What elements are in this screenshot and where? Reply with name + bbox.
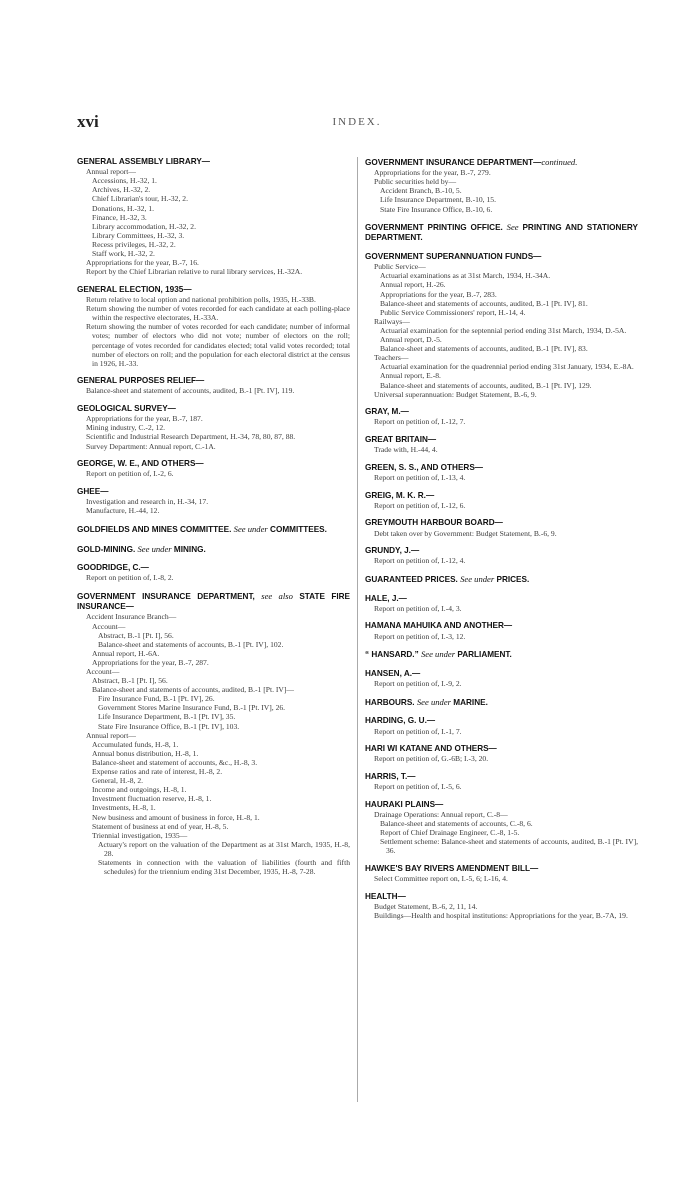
entry-subline: Accumulated funds, H.-8, 1. [92, 739, 179, 749]
index-entry [365, 892, 638, 920]
cross-reference: See under [137, 543, 172, 554]
index-entry [365, 252, 638, 399]
heading-text: GREYMOUTH HARBOUR BOARD— [365, 518, 503, 528]
entry-subline: Finance, H.-32, 3. [92, 212, 147, 222]
entry-subline: Statement of business at end of year, H.-8, 5. [92, 821, 229, 831]
entry-subline: Report on petition of, G.-6B; I.-3, 20. [374, 754, 489, 764]
index-entry [365, 435, 638, 454]
entry-subline: Fire Insurance Fund, B.-1 [Pt. IV], 26. [98, 694, 215, 704]
entry-heading [365, 491, 638, 501]
entry-subline: Appropriations for the year, B.-7, 16. [86, 258, 199, 268]
entry-subline: Statements in connection with the valuation of liabilities (fourth and fifth schedules) for the triennium ending 31st December, 1935, H.-8, 7-28. [98, 857, 350, 877]
entry-heading [365, 649, 638, 660]
entry-heading [365, 222, 638, 243]
heading-text: GRUNDY, J.— [365, 546, 420, 556]
continued-note: continued. [541, 157, 578, 167]
entry-subline: Abstract, B.-1 [Pt. I], 56. [98, 630, 174, 640]
entry-heading [77, 157, 350, 167]
heading-tail: PRICES. [496, 574, 530, 584]
index-entry [77, 591, 350, 876]
entry-subline: Balance-sheet and statements of accounts, audited, B.-1 [Pt. IV], 129. [380, 380, 592, 390]
entry-subline: Actuarial examinations as at 31st March, 1934, H.-34A. [380, 271, 551, 281]
entry-subline: Buildings—Health and hospital institutions: Appropriations for the year, B.-7A, 19. [374, 911, 628, 921]
index-entry [77, 376, 350, 395]
heading-text: GHEE— [77, 486, 109, 496]
entry-subline: Select Committee report on, I.-5, 6; I.-16, 4. [374, 874, 508, 884]
index-entry [77, 404, 350, 451]
entry-subline: Report on petition of, I.-2, 6. [86, 469, 174, 479]
entry-heading [365, 744, 638, 754]
heading-text: GENERAL PURPOSES RELIEF— [77, 376, 205, 386]
cross-reference: See under [420, 649, 456, 660]
heading-text: GEORGE, W. E., AND OTHERS— [77, 459, 204, 469]
entry-subline: Report on petition of, I.-12, 4. [374, 556, 466, 566]
entry-subline: Accessions, H.-32, 1. [92, 176, 157, 186]
index-entry [365, 744, 638, 763]
entry-subline: Appropriations for the year, B.-7, 279. [374, 168, 491, 178]
entry-subline: State Fire Insurance Office, B.-10, 6. [380, 204, 493, 214]
entry-heading [365, 252, 638, 262]
entry-subline: Life Insurance Department, B.-10, 15. [380, 195, 496, 205]
index-entry [77, 544, 350, 555]
entry-subline: Account— [92, 621, 126, 631]
page-number: xvi [77, 112, 99, 131]
entry-heading [365, 864, 638, 874]
heading-text: HALE, J.— [365, 593, 407, 603]
entry-subline: Government Stores Marine Insurance Fund, B.-1 [Pt. IV], 26. [98, 703, 286, 713]
entry-heading [365, 772, 638, 782]
index-entry [77, 459, 350, 478]
entry-subline: Balance-sheet and statements of accounts, audited, B.-1 [Pt. IV], 83. [380, 344, 588, 354]
entry-subline: Report of Chief Drainage Engineer, C.-8, 1-5. [380, 828, 520, 838]
cross-reference: See under [233, 523, 268, 534]
entry-subline: Annual bonus distribution, H.-8, 1. [92, 748, 199, 758]
heading-text: GOODRIDGE, C.— [77, 563, 149, 573]
index-entry [365, 546, 638, 565]
entry-subline: Abstract, B.-1 [Pt. I], 56. [92, 676, 168, 686]
entry-heading [77, 544, 350, 555]
entry-heading [77, 404, 350, 414]
heading-tail: COMMITTEES. [270, 524, 327, 534]
entry-subline: Public Service— [374, 262, 426, 272]
entry-subline: Actuarial examination for the septennial period ending 31st March, 1934, D.-5A. [380, 325, 627, 335]
entry-subline: Appropriations for the year, B.-7, 283. [380, 289, 497, 299]
index-entry [365, 518, 638, 537]
entry-subline: Public securities held by— [374, 177, 457, 187]
heading-tail: PRINTING AND STATIONERY DEPARTMENT. [365, 223, 638, 243]
heading-text: GREIG, M. K. R.— [365, 490, 435, 500]
heading-tail: MARINE. [453, 697, 488, 707]
entry-subline: Mining industry, C.-2, 12. [86, 423, 166, 433]
entry-subline: Annual report, H.-26. [380, 280, 446, 290]
entry-subline: Return showing the number of votes recorded for each candidate; number of informal votes; number of electors who did not vote; number of electors on the roll; percentage of votes recorded for candidates elected; total valid votes recorded; total number of electors on roll; and the population for each electoral district at the census in 1926, H.-33. [86, 322, 350, 368]
heading-text: HEALTH— [365, 891, 406, 901]
page-header [77, 112, 637, 132]
entry-subline: Report on petition of, I.-5, 6. [374, 782, 462, 792]
entry-subline: Public Service Commissioners' report, H.-14, 4. [380, 307, 526, 317]
heading-text: HAURAKI PLAINS— [365, 799, 444, 809]
entry-subline: Balance-sheet and statement of accounts, &c., H.-8, 3. [92, 757, 258, 767]
index-entry [365, 594, 638, 613]
heading-text: HANSEN, A.— [365, 668, 421, 678]
entry-subline: Investment fluctuation reserve, H.-8, 1. [92, 794, 212, 804]
entry-heading [365, 435, 638, 445]
entry-subline: Annual report, D.-5. [380, 335, 442, 345]
entry-heading [365, 621, 638, 631]
index-entry [365, 621, 638, 640]
index-entry [365, 491, 638, 510]
entry-subline: Report on petition of, I.-13, 4. [374, 472, 466, 482]
entry-subline: Archives, H.-32, 2. [92, 185, 151, 195]
entry-subline: Recess privileges, H.-32, 2. [92, 239, 176, 249]
entry-heading [365, 800, 638, 810]
entry-heading [77, 459, 350, 469]
heading-tail: MINING. [173, 544, 206, 554]
entry-subline: Railways— [374, 316, 410, 326]
heading-text: GRAY, M.— [365, 407, 409, 417]
entry-subline: Chief Librarian's tour, H.-32, 2. [92, 194, 188, 204]
heading-text: GREEN, S. S., AND OTHERS— [365, 462, 483, 472]
index-entry [77, 563, 350, 582]
column-divider [357, 157, 358, 1102]
entry-subline: General, H.-8, 2. [92, 776, 144, 786]
entry-subline: New business and amount of business in force, H.-8, 1. [92, 812, 260, 822]
entry-subline: Balance-sheet and statement of accounts, audited, B.-1 [Pt. IV], 119. [86, 386, 295, 396]
entry-subline: Library Committees, H.-32, 3. [92, 230, 185, 240]
index-entry [365, 697, 638, 708]
entry-heading [365, 518, 638, 528]
entry-subline: Annual report, H.-6A. [92, 648, 160, 658]
entry-subline: Annual report, E.-8. [380, 371, 441, 381]
heading-tail: STATE FIRE INSURANCE— [77, 592, 351, 612]
heading-text: GENERAL ELECTION, 1935— [77, 284, 192, 294]
entry-heading [77, 487, 350, 497]
running-title: INDEX. [332, 116, 382, 128]
index-entry [365, 716, 638, 735]
entry-subline: Annual report— [86, 167, 136, 177]
heading-text: HARI WI KATANE AND OTHERS— [365, 744, 497, 754]
entry-subline: Expense ratios and rate of interest, H.-8, 2. [92, 767, 223, 777]
heading-text: GOLD-MINING. [77, 544, 136, 554]
heading-text: GUARANTEED PRICES. [365, 574, 458, 584]
heading-text: GENERAL ASSEMBLY LIBRARY— [77, 157, 210, 166]
heading-text: HARDING, G. U.— [365, 716, 436, 726]
entry-subline: Account— [86, 667, 120, 677]
index-entry [365, 407, 638, 426]
cross-reference: See [506, 222, 519, 233]
entry-subline: Accident Branch, B.-10, 5. [380, 186, 462, 196]
entry-subline: Income and outgoings, H.-8, 1. [92, 785, 187, 795]
heading-text: GOVERNMENT SUPERANNUATION FUNDS— [365, 252, 542, 262]
entry-subline: Annual report— [86, 730, 136, 740]
entry-subline: Scientific and Industrial Research Department, H.-34, 78, 80, 87, 88. [86, 432, 296, 442]
heading-text: HARRIS, T.— [365, 772, 416, 782]
entry-heading [365, 463, 638, 473]
entry-subline: Balance-sheet and statements of accounts, audited, B.-1 [Pt. IV]— [92, 685, 295, 695]
entry-subline: Life Insurance Department, B.-1 [Pt. IV], 35. [98, 712, 236, 722]
entry-subline: Balance-sheet and statements of accounts, C.-8, 6. [380, 819, 533, 829]
entry-heading [365, 574, 638, 585]
cross-reference: See under [416, 696, 451, 707]
heading-text: GOLDFIELDS AND MINES COMMITTEE. [77, 524, 232, 534]
index-entry [365, 800, 638, 856]
entry-subline: Report on petition of, I.-12, 7. [374, 417, 466, 427]
entry-heading [365, 892, 638, 902]
entry-subline: Debt taken over by Government: Budget Statement, B.-6, 9. [374, 528, 557, 538]
index-entry [365, 574, 638, 585]
entry-subline: Report on petition of, I.-3, 12. [374, 631, 466, 641]
cross-reference: See under [460, 573, 495, 584]
entry-heading [365, 407, 638, 417]
entry-subline: Donations, H.-32, 1. [92, 203, 155, 213]
entry-heading [365, 697, 638, 708]
entry-subline: Actuarial examination for the quadrennial period ending 31st January, 1934, E.-8A. [380, 362, 634, 372]
index-entry [365, 772, 638, 791]
entry-heading [77, 285, 350, 295]
entry-subline: Report on petition of, I.-4, 3. [374, 603, 462, 613]
entry-subline: Return relative to local option and national prohibition polls, 1935, H.-33B. [86, 295, 316, 305]
index-entry [77, 285, 350, 368]
entry-subline: Drainage Operations: Annual report, C.-8— [374, 810, 508, 820]
entry-heading [77, 376, 350, 386]
heading-text: GOVERNMENT PRINTING OFFICE. [365, 223, 503, 233]
entry-subline: Triennial investigation, 1935— [92, 830, 188, 840]
index-entry [77, 487, 350, 515]
entry-subline: Library accommodation, H.-32, 2. [92, 221, 196, 231]
entry-subline: Investments, H.-8, 1. [92, 803, 156, 813]
index-entry [365, 157, 638, 214]
entry-subline: Accident Insurance Branch— [86, 612, 177, 622]
entry-subline: Report by the Chief Librarian relative to rural library services, H.-32A. [86, 267, 303, 277]
entry-heading [77, 524, 350, 535]
entry-heading [365, 157, 638, 168]
heading-text: GREAT BRITAIN— [365, 434, 437, 444]
entry-subline: Staff work, H.-32, 2. [92, 249, 155, 259]
entry-subline: Return showing the number of votes recorded for each candidate at each polling-place within the respective electorates, H.-33A. [86, 304, 350, 323]
entry-subline: Settlement scheme: Balance-sheet and statements of accounts, audited, B.-1 [Pt. IV], 36. [380, 837, 638, 856]
heading-text: HARBOURS. [365, 697, 415, 707]
left-column [77, 157, 350, 885]
entry-heading [365, 669, 638, 679]
entry-subline: Actuary's report on the valuation of the Department as at 31st March, 1935, H.-8, 28. [98, 839, 350, 858]
entry-subline: Universal superannuation: Budget Statement, B.-6, 9. [374, 389, 537, 399]
entry-subline: Report on petition of, I.-8, 2. [86, 573, 174, 583]
entry-heading [77, 591, 350, 612]
index-entry [77, 524, 350, 535]
index-entry [365, 463, 638, 482]
entry-subline: Appropriations for the year, B.-7, 187. [86, 414, 203, 424]
entry-subline: Report on petition of, I.-12, 6. [374, 500, 466, 510]
heading-tail: PARLIAMENT. [457, 650, 512, 660]
entry-subline: Balance-sheet and statements of accounts, audited, B.-1 [Pt. IV], 81. [380, 298, 588, 308]
entry-heading [365, 716, 638, 726]
entry-subline: Appropriations for the year, B.-7, 287. [92, 657, 209, 667]
heading-text: HAMANA MAHUIKA AND ANOTHER— [365, 621, 513, 631]
entry-heading [77, 563, 350, 573]
entry-subline: State Fire Insurance Office, B.-1 [Pt. IV], 103. [98, 721, 240, 731]
entry-subline: Trade with, H.-44, 4. [374, 445, 438, 455]
entry-subline: Teachers— [374, 353, 409, 363]
heading-text: HAWKE'S BAY RIVERS AMENDMENT BILL— [365, 864, 539, 874]
cross-reference: see also [261, 591, 293, 602]
entry-subline: Investigation and research in, H.-34, 17. [86, 497, 209, 507]
right-column [365, 157, 638, 929]
heading-text: GOVERNMENT INSURANCE DEPARTMENT, [77, 592, 255, 602]
index-entry [77, 157, 350, 276]
entry-subline: Manufacture, H.-44, 12. [86, 506, 160, 516]
entry-subline: Report on petition of, I.-1, 7. [374, 726, 462, 736]
index-entry [365, 222, 638, 243]
heading-text: GEOLOGICAL SURVEY— [77, 404, 176, 414]
entry-subline: Report on petition of, I.-9, 2. [374, 679, 462, 689]
index-entry [365, 669, 638, 688]
entry-subline: Budget Statement, B.-6, 2, 11, 14. [374, 902, 478, 912]
index-entry [365, 649, 638, 660]
entry-subline: Balance-sheet and statements of accounts, B.-1 [Pt. IV], 102. [98, 639, 284, 649]
entry-heading [365, 546, 638, 556]
heading-text: GOVERNMENT INSURANCE DEPARTMENT— [365, 158, 542, 167]
heading-text: “ HANSARD.” [365, 650, 419, 660]
entry-subline: Survey Department: Annual report, C.-1A. [86, 441, 216, 451]
entry-heading [365, 594, 638, 604]
index-entry [365, 864, 638, 883]
